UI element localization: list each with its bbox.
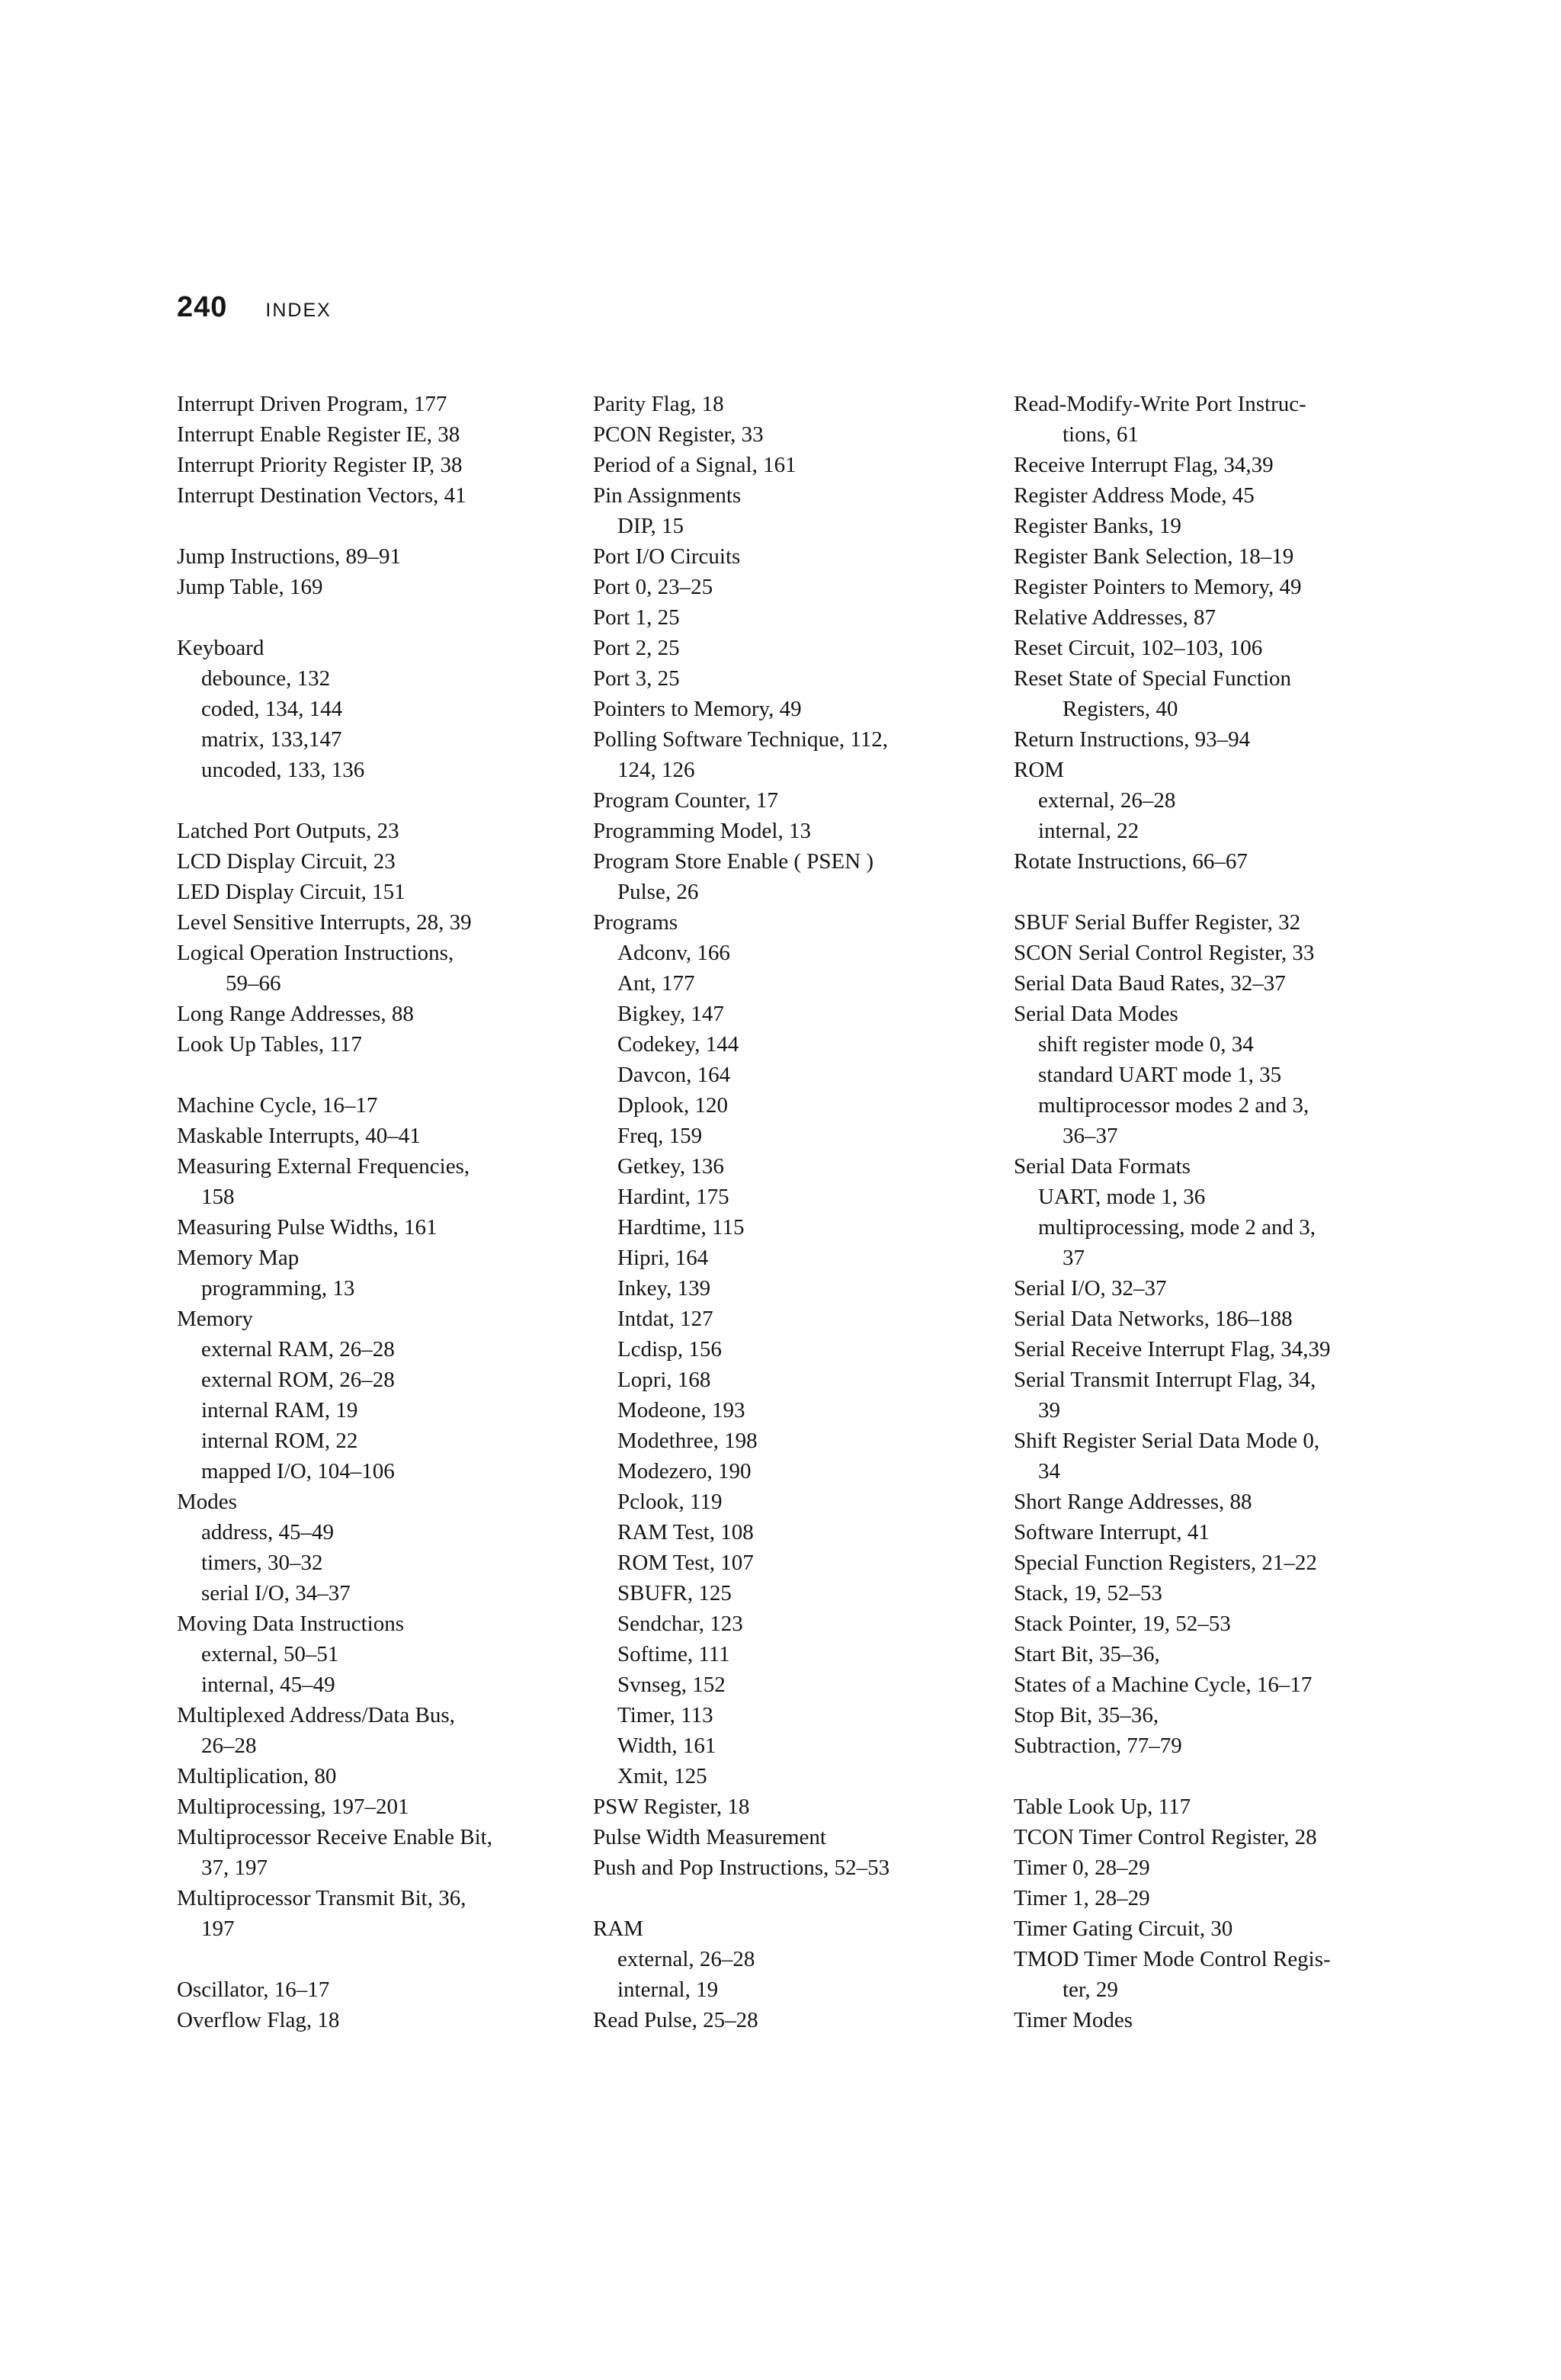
index-subentry: shift register mode 0, 34: [1038, 1032, 1254, 1057]
index-entry: Return Instructions, 93–94: [1014, 727, 1251, 752]
index-entry: Serial Data Baud Rates, 32–37: [1014, 971, 1286, 996]
index-entry: Serial Transmit Interrupt Flag, 34,: [1014, 1368, 1316, 1392]
index-entry: Reset State of Special Function: [1014, 666, 1292, 691]
index-subentry: SBUFR, 125: [617, 1581, 732, 1605]
index-subentry: serial I/O, 34–37: [201, 1581, 351, 1605]
index-entry: Overflow Flag, 18: [177, 2008, 340, 2032]
index-subentry: Modethree, 198: [617, 1429, 758, 1453]
index-subentry: 37: [1063, 1246, 1085, 1270]
index-subentry: tions, 61: [1063, 422, 1139, 447]
index-entry: Serial Data Modes: [1014, 1002, 1178, 1026]
index-entry: Multiprocessor Transmit Bit, 36,: [177, 1886, 466, 1910]
index-entry: SCON Serial Control Register, 33: [1014, 941, 1315, 965]
index-entry: Pulse Width Measurement: [593, 1825, 826, 1849]
index-entry: States of a Machine Cycle, 16–17: [1014, 1673, 1313, 1697]
index-subentry: address, 45–49: [201, 1520, 334, 1544]
index-subentry: 124, 126: [617, 758, 695, 782]
index-entry: Read Pulse, 25–28: [593, 2008, 758, 2032]
index-subentry: Lopri, 168: [617, 1368, 711, 1392]
index-subentry: ter, 29: [1063, 1977, 1118, 2002]
index-entry: Latched Port Outputs, 23: [177, 819, 399, 843]
index-subentry: Xmit, 125: [617, 1764, 707, 1788]
index-entry: Multiprocessor Receive Enable Bit,: [177, 1825, 492, 1849]
index-entry: TCON Timer Control Register, 28: [1014, 1825, 1317, 1849]
index-subentry: internal RAM, 19: [201, 1398, 358, 1423]
index-entry: Interrupt Driven Program, 177: [177, 392, 447, 416]
index-entry: Push and Pop Instructions, 52–53: [593, 1856, 890, 1880]
index-subentry: Intdat, 127: [617, 1307, 713, 1331]
index-column-2: [593, 389, 989, 2035]
index-entry: Jump Instructions, 89–91: [177, 544, 402, 569]
index-entry: Software Interrupt, 41: [1014, 1520, 1210, 1544]
index-entry: Port I/O Circuits: [593, 544, 741, 569]
index-entry: Machine Cycle, 16–17: [177, 1093, 378, 1118]
index-spacer: [177, 785, 604, 816]
index-subentry: DIP, 15: [617, 514, 684, 538]
index-subentry: Modeone, 193: [617, 1398, 745, 1423]
index-entry: RAM: [593, 1917, 644, 1941]
index-entry: Table Look Up, 117: [1014, 1795, 1191, 1819]
index-entry: Jump Table, 169: [177, 575, 323, 599]
index-entry: Timer 1, 28–29: [1014, 1886, 1150, 1910]
index-subentry: Softime, 111: [617, 1642, 730, 1666]
index-entry: Subtraction, 77–79: [1014, 1734, 1182, 1758]
index-subentry: Adconv, 166: [617, 941, 730, 965]
index-entry: TMOD Timer Mode Control Regis-: [1014, 1947, 1331, 1971]
index-subentry: external, 50–51: [201, 1642, 339, 1666]
index-subentry: external, 26–28: [617, 1947, 755, 1971]
index-subentry: internal, 19: [617, 1977, 719, 2002]
index-subentry: internal, 45–49: [201, 1673, 335, 1697]
index-entry: Interrupt Priority Register IP, 38: [177, 453, 463, 477]
index-entry: Port 0, 23–25: [593, 575, 713, 599]
index-entry: Serial Data Networks, 186–188: [1014, 1307, 1293, 1331]
index-entry: Period of a Signal, 161: [593, 453, 797, 477]
index-entry: ROM: [1014, 758, 1065, 782]
index-entry: Memory Map: [177, 1246, 300, 1270]
index-entry: Programming Model, 13: [593, 819, 811, 843]
index-entry: Read-Modify-Write Port Instruc-: [1014, 392, 1306, 416]
index-entry: Shift Register Serial Data Mode 0,: [1014, 1429, 1320, 1453]
index-spacer: [177, 511, 604, 541]
index-subentry: RAM Test, 108: [617, 1520, 754, 1544]
index-subentry: standard UART mode 1, 35: [1038, 1063, 1282, 1087]
index-subentry: Svnseg, 152: [617, 1673, 726, 1697]
index-spacer: [177, 1060, 604, 1090]
index-subentry: internal ROM, 22: [201, 1429, 358, 1453]
index-entry: Register Banks, 19: [1014, 514, 1181, 538]
running-head: INDEX: [265, 300, 332, 321]
page-number: 240: [177, 291, 228, 323]
index-subentry: internal, 22: [1038, 819, 1139, 843]
index-entry: Measuring Pulse Widths, 161: [177, 1215, 438, 1240]
index-entry: Programs: [593, 910, 678, 935]
index-spacer: [1014, 1761, 1410, 1791]
index-entry: LED Display Circuit, 151: [177, 880, 405, 904]
index-subentry: Freq, 159: [617, 1124, 703, 1148]
index-column-3: [1014, 389, 1410, 2035]
index-entry: Long Range Addresses, 88: [177, 1002, 414, 1026]
index-subentry: ROM Test, 107: [617, 1551, 754, 1575]
index-entry: Measuring External Frequencies,: [177, 1154, 470, 1179]
index-entry: Parity Flag, 18: [593, 392, 724, 416]
index-entry: Stack, 19, 52–53: [1014, 1581, 1162, 1605]
index-subentry: programming, 13: [201, 1276, 355, 1301]
index-entry: PSW Register, 18: [593, 1795, 750, 1819]
index-subentry: mapped I/O, 104–106: [201, 1459, 395, 1483]
index-subentry: 37, 197: [201, 1856, 268, 1880]
index-subentry: Timer, 113: [617, 1703, 713, 1727]
index-subentry: 36–37: [1063, 1124, 1118, 1148]
index-subentry: 59–66: [226, 971, 281, 996]
index-subentry: Lcdisp, 156: [617, 1337, 722, 1362]
index-column-1: [177, 389, 604, 2035]
index-entry: Interrupt Enable Register IE, 38: [177, 422, 460, 447]
index-subentry: Sendchar, 123: [617, 1612, 743, 1636]
index-spacer: [177, 1944, 604, 1974]
index-entry: Timer Modes: [1014, 2008, 1133, 2032]
index-entry: Receive Interrupt Flag, 34,39: [1014, 453, 1274, 477]
index-subentry: 34: [1038, 1459, 1060, 1483]
index-entry: Interrupt Destination Vectors, 41: [177, 483, 466, 508]
index-entry: LCD Display Circuit, 23: [177, 849, 396, 874]
index-entry: Reset Circuit, 102–103, 106: [1014, 636, 1263, 660]
index-entry: Moving Data Instructions: [177, 1612, 405, 1636]
index-subentry: Codekey, 144: [617, 1032, 739, 1057]
index-entry: Multiplexed Address/Data Bus,: [177, 1703, 455, 1727]
index-subentry: Hardtime, 115: [617, 1215, 745, 1240]
index-subentry: matrix, 133,147: [201, 727, 342, 752]
index-spacer: [1014, 877, 1410, 907]
index-entry: Stack Pointer, 19, 52–53: [1014, 1612, 1231, 1636]
index-subentry: multiprocessing, mode 2 and 3,: [1038, 1215, 1316, 1240]
index-spacer: [593, 1883, 989, 1913]
index-entry: Multiprocessing, 197–201: [177, 1795, 409, 1819]
index-entry: Timer 0, 28–29: [1014, 1856, 1150, 1880]
index-subentry: Registers, 40: [1063, 697, 1178, 721]
index-subentry: debounce, 132: [201, 666, 331, 691]
index-entry: Rotate Instructions, 66–67: [1014, 849, 1248, 874]
index-entry: SBUF Serial Buffer Register, 32: [1014, 910, 1301, 935]
index-entry: Level Sensitive Interrupts, 28, 39: [177, 910, 472, 935]
index-subentry: external RAM, 26–28: [201, 1337, 395, 1362]
index-subentry: Getkey, 136: [617, 1154, 724, 1179]
index-entry: Modes: [177, 1490, 237, 1514]
index-subentry: timers, 30–32: [201, 1551, 323, 1575]
index-subentry: Davcon, 164: [617, 1063, 731, 1087]
index-subentry: Modezero, 190: [617, 1459, 752, 1483]
index-entry: Serial Receive Interrupt Flag, 34,39: [1014, 1337, 1331, 1362]
index-entry: Special Function Registers, 21–22: [1014, 1551, 1317, 1575]
index-entry: Start Bit, 35–36,: [1014, 1642, 1160, 1666]
index-subentry: coded, 134, 144: [201, 697, 343, 721]
index-entry: Logical Operation Instructions,: [177, 941, 454, 965]
index-entry: Pointers to Memory, 49: [593, 697, 802, 721]
index-entry: Program Store Enable ( PSEN ): [593, 849, 874, 874]
index-subentry: 39: [1038, 1398, 1060, 1423]
index-entry: Keyboard: [177, 636, 264, 660]
index-entry: Register Bank Selection, 18–19: [1014, 544, 1294, 569]
index-subentry: Dplook, 120: [617, 1093, 728, 1118]
index-subentry: 197: [201, 1917, 235, 1941]
index-subentry: Bigkey, 147: [617, 1002, 724, 1026]
index-subentry: UART, mode 1, 36: [1038, 1185, 1206, 1209]
index-entry: Oscillator, 16–17: [177, 1977, 330, 2002]
index-entry: Port 1, 25: [593, 605, 680, 630]
index-subentry: 26–28: [201, 1734, 257, 1758]
index-subentry: Width, 161: [617, 1734, 716, 1758]
index-subentry: external ROM, 26–28: [201, 1368, 395, 1392]
index-subentry: Hipri, 164: [617, 1246, 709, 1270]
index-subentry: Pulse, 26: [617, 880, 699, 904]
index-subentry: Inkey, 139: [617, 1276, 711, 1301]
index-entry: Register Pointers to Memory, 49: [1014, 575, 1302, 599]
index-subentry: external, 26–28: [1038, 788, 1176, 813]
index-subentry: 158: [201, 1185, 235, 1209]
index-entry: Port 2, 25: [593, 636, 680, 660]
index-entry: PCON Register, 33: [593, 422, 764, 447]
index-subentry: Hardint, 175: [617, 1185, 729, 1209]
index-subentry: Pclook, 119: [617, 1490, 723, 1514]
index-entry: Serial Data Formats: [1014, 1154, 1191, 1179]
index-entry: Register Address Mode, 45: [1014, 483, 1255, 508]
index-spacer: [177, 602, 604, 633]
index-entry: Port 3, 25: [593, 666, 680, 691]
index-subentry: Ant, 177: [617, 971, 695, 996]
index-subentry: multiprocessor modes 2 and 3,: [1038, 1093, 1309, 1118]
index-entry: Stop Bit, 35–36,: [1014, 1703, 1159, 1727]
index-entry: Maskable Interrupts, 40–41: [177, 1124, 421, 1148]
index-entry: Serial I/O, 32–37: [1014, 1276, 1167, 1301]
index-entry: Relative Addresses, 87: [1014, 605, 1216, 630]
index-entry: Short Range Addresses, 88: [1014, 1490, 1252, 1514]
index-entry: Pin Assignments: [593, 483, 742, 508]
index-entry: Polling Software Technique, 112,: [593, 727, 888, 752]
index-subentry: uncoded, 133, 136: [201, 758, 365, 782]
page-header: [177, 291, 332, 337]
index-entry: Multiplication, 80: [177, 1764, 337, 1788]
index-entry: Timer Gating Circuit, 30: [1014, 1917, 1233, 1941]
index-entry: Memory: [177, 1307, 253, 1331]
index-entry: Look Up Tables, 117: [177, 1032, 362, 1057]
index-entry: Program Counter, 17: [593, 788, 778, 813]
